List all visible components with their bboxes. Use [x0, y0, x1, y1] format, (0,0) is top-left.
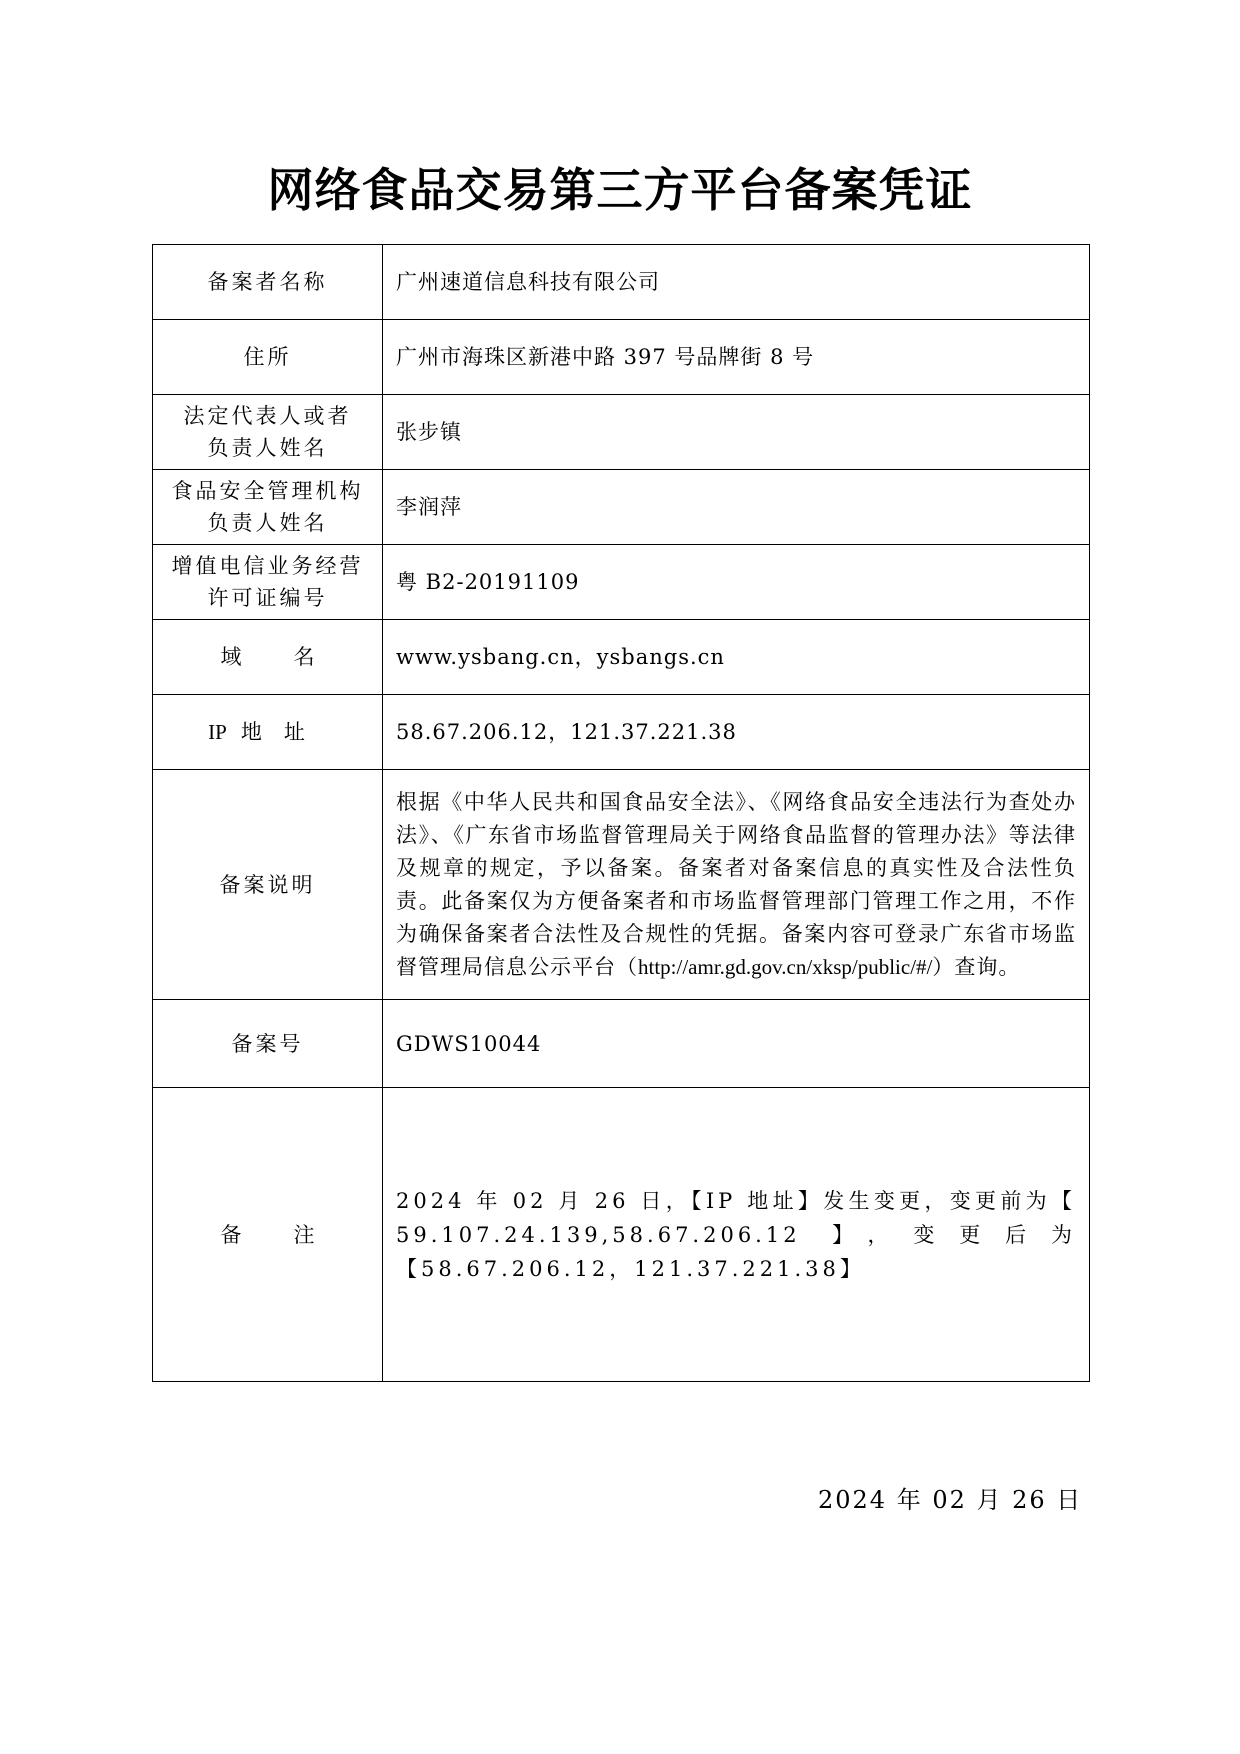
document-title: 网络食品交易第三方平台备案凭证	[267, 163, 973, 217]
filing-number-label: 备案号	[153, 1000, 383, 1088]
food-safety-head-value: 李润萍	[383, 470, 1090, 545]
table-row	[153, 545, 1090, 620]
table-row	[153, 1000, 1090, 1088]
address-label: 住所	[153, 320, 383, 395]
registrant-value: 广州速道信息科技有限公司	[383, 245, 1090, 320]
table-row	[153, 770, 1090, 1000]
filing-number-value: GDWS10044	[383, 1000, 1090, 1088]
legal-rep-label-line2: 负责人姓名	[207, 436, 328, 460]
filing-note-value	[383, 770, 1090, 1000]
domain-value: www.ysbang.cn，ysbangs.cn	[383, 620, 1090, 695]
telecom-license-value: 粤 B2-20191109	[383, 545, 1090, 620]
record-table	[152, 244, 1090, 1382]
table-row	[153, 245, 1090, 320]
telecom-license-label-line1: 增值电信业务经营	[171, 554, 364, 578]
table-row	[153, 470, 1090, 545]
ip-label-zh: 地址	[240, 720, 327, 744]
registrant-label: 备案者名称	[153, 245, 383, 320]
remarks-value	[383, 1088, 1090, 1382]
ip-value: 58.67.206.12，121.37.221.38	[383, 695, 1090, 770]
address-value: 广州市海珠区新港中路 397 号品牌街 8 号	[383, 320, 1090, 395]
table-row	[153, 620, 1090, 695]
table-row	[153, 395, 1090, 470]
filing-note-url: http://amr.gd.gov.cn/xksp/public/#/	[638, 954, 933, 979]
signature-date: 2024 年 02 月 26 日	[818, 1486, 1083, 1514]
food-safety-head-label	[153, 470, 383, 545]
food-safety-head-label-line2: 负责人姓名	[207, 511, 328, 535]
table-row	[153, 1088, 1090, 1382]
food-safety-head-label-line1: 食品安全管理机构	[171, 479, 364, 503]
domain-label	[153, 620, 383, 695]
filing-note-text-before: 根据《中华人民共和国食品安全法》、《网络食品安全违法行为查处办法》、《广东省市场监督管理局关于网络食品监督的管理办法》等法律及规章的规定，予以备案。备案者对备案信息的真实性及合法性负责。此备案仅为方便备案者和市场监督管理部门管理工作之用，不作为确保备案者合法性及合规性的凭据。备案内容可登录广东省市场监督管理局信息公示平台（	[396, 789, 1076, 979]
ip-label-en: IP	[208, 720, 227, 744]
telecom-license-label	[153, 545, 383, 620]
table-row	[153, 695, 1090, 770]
remarks-label	[153, 1088, 383, 1382]
filing-note-text-after: ）查询。	[932, 954, 1021, 979]
legal-rep-label	[153, 395, 383, 470]
remarks-text: 2024 年 02 月 26 日，【IP 地址】发生变更，变更前为【 59.107.24.139,58.67.206.12 】，变更后为【58.67.206.12，121.37.221.38】	[396, 1188, 1076, 1281]
domain-label-text: 域名	[220, 645, 367, 669]
ip-label	[153, 695, 383, 770]
legal-rep-value: 张步镇	[383, 395, 1090, 470]
remarks-label-text: 备注	[220, 1222, 367, 1247]
telecom-license-label-line2: 许可证编号	[207, 586, 328, 610]
filing-note-text	[396, 786, 1076, 984]
filing-note-label: 备案说明	[153, 770, 383, 1000]
legal-rep-label-line1: 法定代表人或者	[183, 404, 352, 428]
table-row	[153, 320, 1090, 395]
